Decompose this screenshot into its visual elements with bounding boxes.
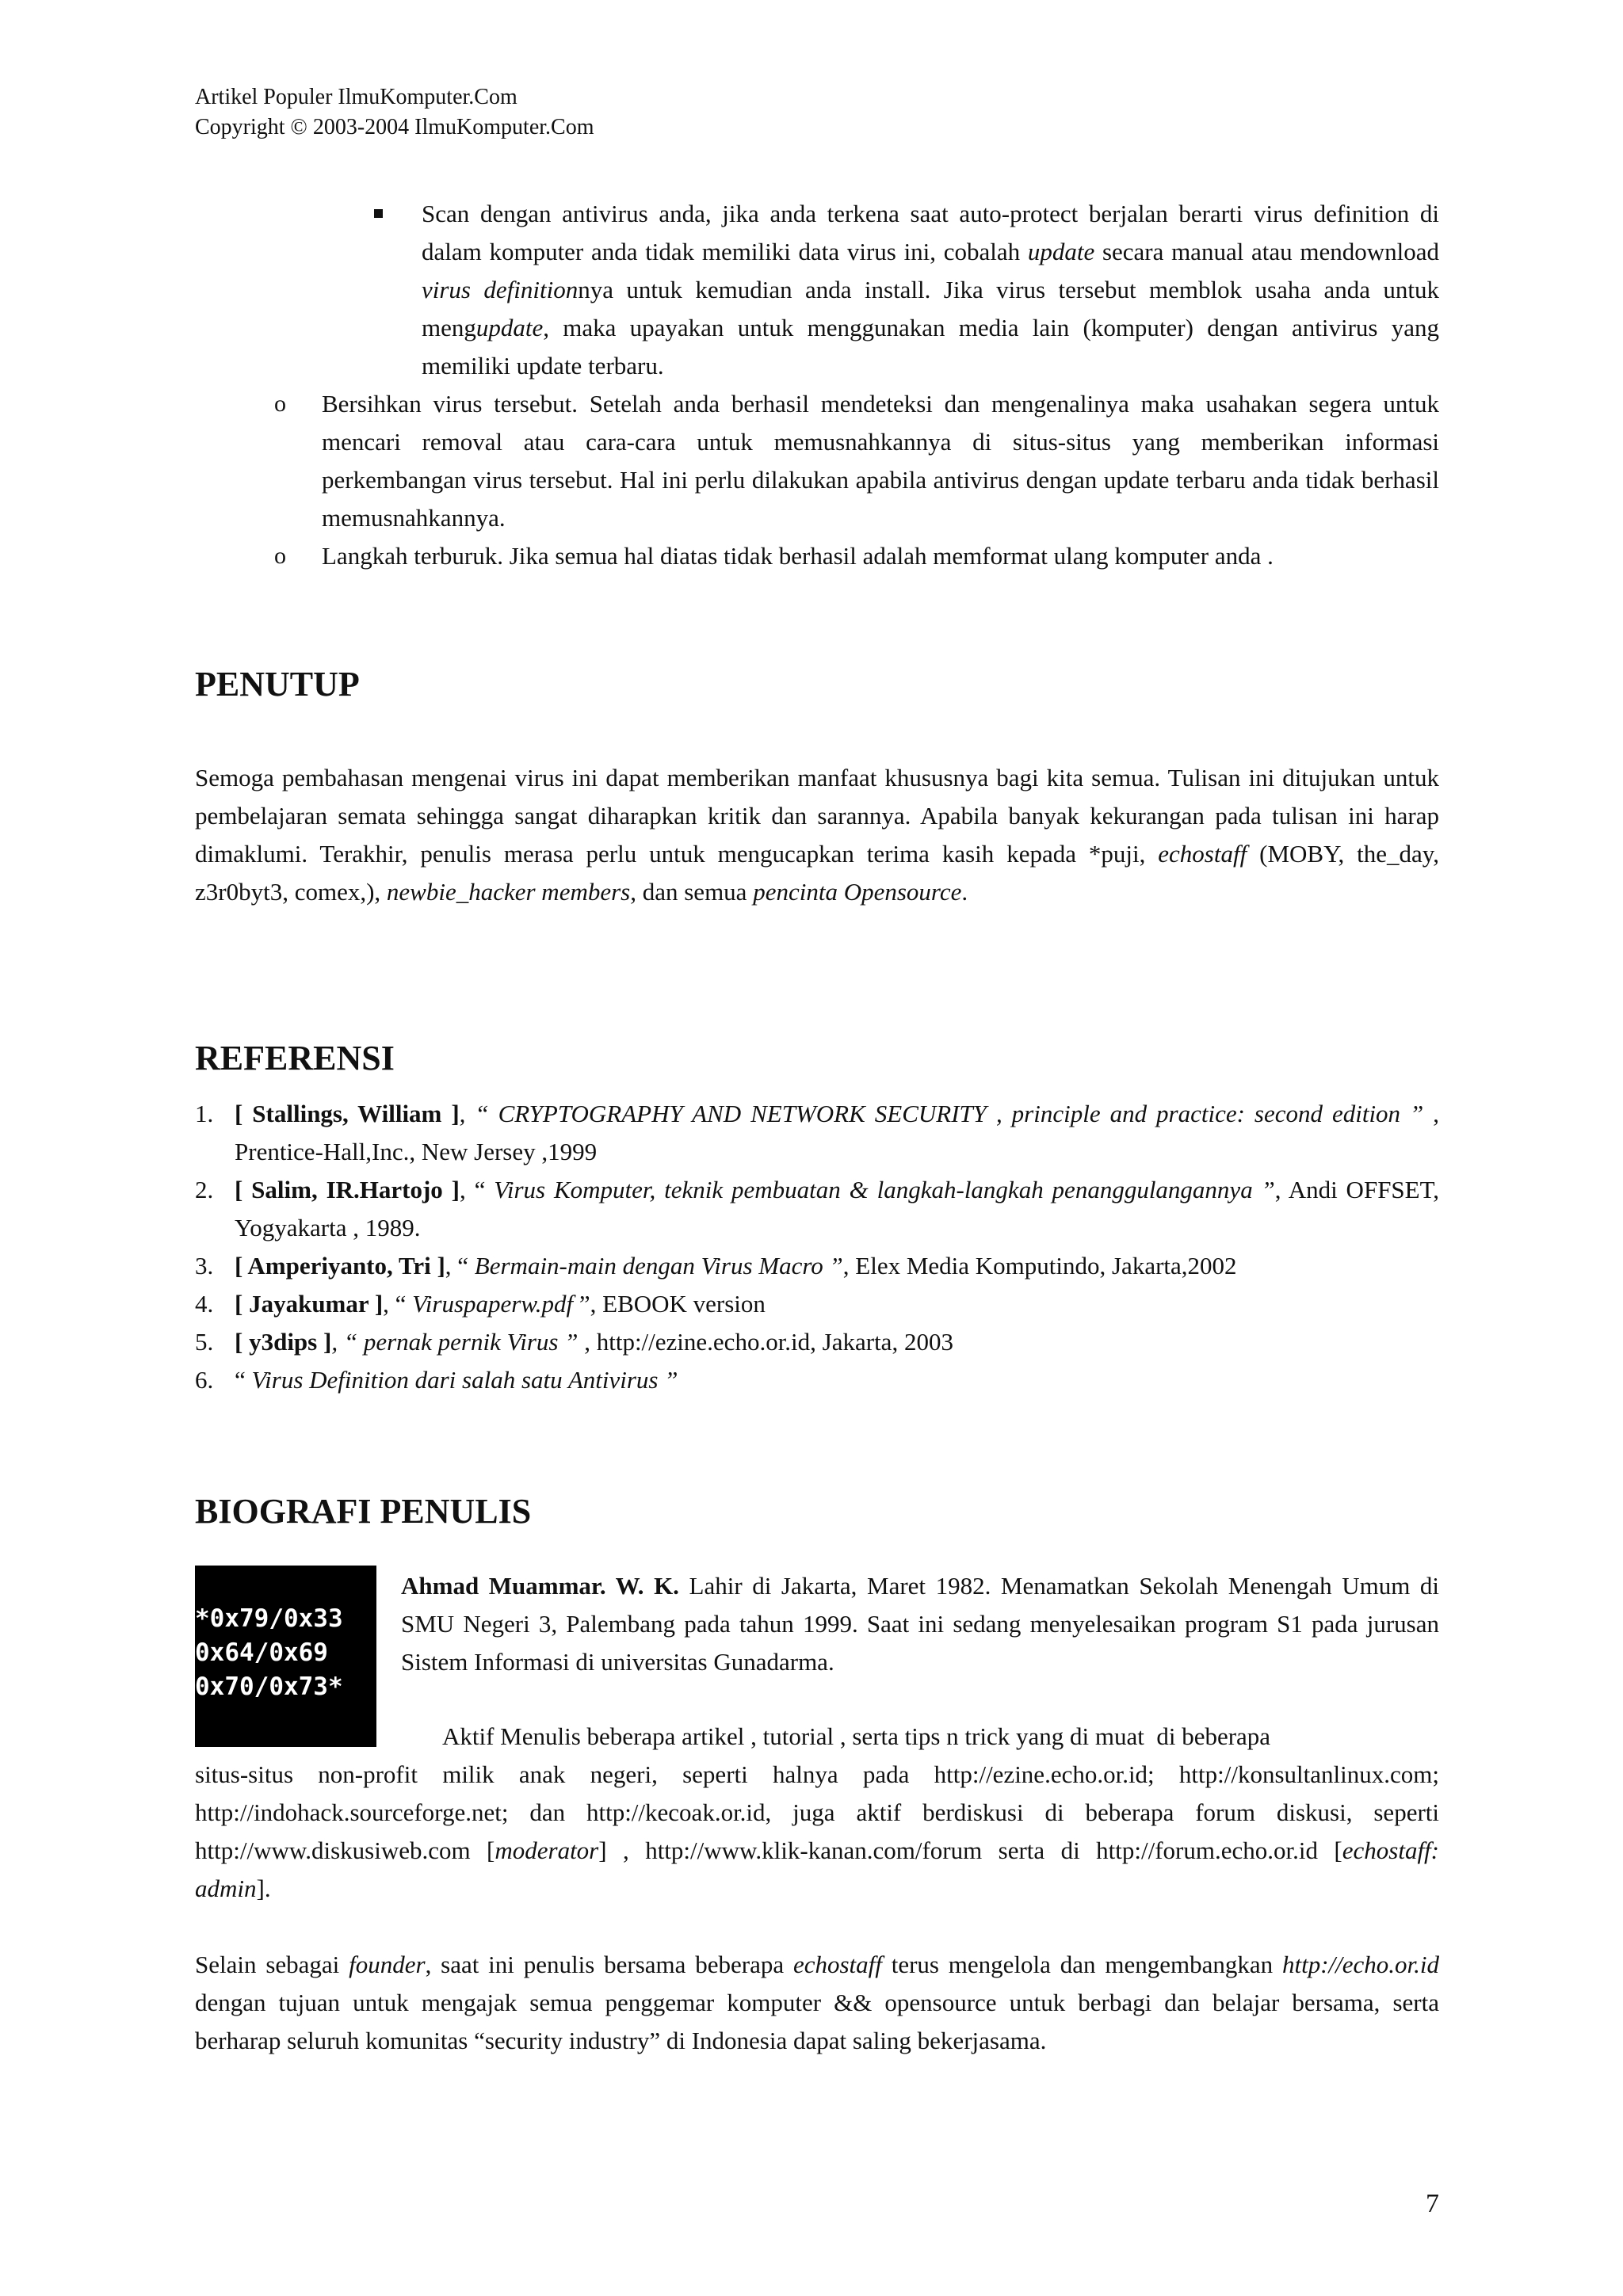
reference-number: 2. (195, 1176, 214, 1203)
reference-item: [ Amperiyanto, Tri ], “ Bermain-main dengan Virus Macro ”, Elex Media Komputindo, Jakarta,2002 (235, 1252, 1237, 1280)
reference-number: 3. (195, 1252, 214, 1280)
list-item-langkah-terburuk: Langkah terburuk. Jika semua hal diatas tidak berhasil adalah memformat ulang komputer anda . (322, 542, 1274, 570)
list-item-bersihkan: Bersihkan virus tersebut. Setelah anda berhasil mendeteksi dan mengenalinya maka usahakan segera untuk mencari removal atau cara-cara untuk memusnahkannya di situs-situs yang memberikan informasi perkembangan virus tersebut. Hal ini perlu dilakukan apabila antivirus dengan update terbaru anda tidak berhasil memusnahkannya. (322, 390, 1439, 532)
section-heading-penutup: PENUTUP (195, 665, 360, 704)
section-heading-referensi: REFERENSI (195, 1039, 395, 1077)
reference-item: “ Virus Definition dari salah satu Antivirus ” (235, 1366, 678, 1394)
reference-item: [ y3dips ], “ pernak pernik Virus ” , http://ezine.echo.or.id, Jakarta, 2003 (235, 1328, 953, 1356)
page-header (195, 82, 594, 143)
biography-intro: Ahmad Muammar. W. K. Lahir di Jakarta, Maret 1982. Menamatkan Sekolah Menengah Umum di SMU Negeri 3, Palembang pada tahun 1999. Saat ini sedang menyelesaikan program S1 pada jurusan Sistem Informasi di universitas Gunadarma. (401, 1572, 1439, 1676)
page-number: 7 (1426, 2189, 1439, 2218)
avatar-text-line: *0x79/0x33 (195, 1604, 343, 1633)
reference-item: [ Jayakumar ], “ Viruspaperw.pdf ”, EBOOK version (235, 1290, 766, 1318)
reference-number: 4. (195, 1290, 214, 1318)
biography-aktif-paragraph: situs-situs non-profit milik anak negeri, seperti halnya pada http://ezine.echo.or.id; http://konsultanlinux.com; http://indohack.sourceforge.net; dan http://kecoak.or.id, juga aktif berdiskusi di beberapa forum diskusi, seperti http://www.diskusiweb.com [moderator] , http://www.klik-kanan.com/forum serta di http://forum.echo.or.id [echostaff: admin]. (195, 1760, 1439, 1902)
reference-item: [ Stallings, William ], “ CRYPTOGRAPHY AND NETWORK SECURITY , principle and practice: second edition ” , Prentice-Hall,Inc., New Jersey ,1999 (235, 1100, 1440, 1165)
bullet-scan-antivirus: Scan dengan antivirus anda, jika anda terkena saat auto-protect berjalan berarti virus definition di dalam komputer anda tidak memiliki data virus ini, cobalah update secara manual atau mendownload virus definitionnya untuk kemudian anda install. Jika virus tersebut memblok usaha anda untuk mengupdate, maka upayakan untuk menggunakan media lain (komputer) dengan antivirus yang memiliki update terbaru. (422, 200, 1439, 379)
reference-number: 1. (195, 1100, 214, 1127)
header-copyright: Copyright © 2003-2004 IlmuKomputer.Com (195, 115, 594, 139)
header-title: Artikel Populer IlmuKomputer.Com (195, 85, 517, 109)
section-heading-biografi: BIOGRAFI PENULIS (195, 1492, 532, 1531)
list-marker: o (274, 543, 286, 569)
reference-number: 6. (195, 1366, 214, 1394)
biography-selain-paragraph: Selain sebagai founder, saat ini penulis bersama beberapa echostaff terus mengelola dan mengembangkan http://echo.or.id dengan tujuan untuk mengajak semua penggemar komputer && opensource untuk berbagi dan belajar bersama, serta berharap seluruh komunitas “security industry” di Indonesia dapat saling bekerjasama. (195, 1951, 1440, 2054)
reference-number: 5. (195, 1328, 214, 1356)
penutup-paragraph: Semoga pembahasan mengenai virus ini dapat memberikan manfaat khususnya bagi kita semua. Tulisan ini ditujukan untuk pembelajaran semata sehingga sangat diharapkan kritik dan sarannya. Apabila banyak kekurangan pada tulisan ini harap dimaklumi. Terakhir, penulis merasa perlu untuk mengucapkan terima kasih kepada *puji, echostaff (MOBY, the_day, z3r0byt3, comex,), newbie_hacker members, dan semua pencinta Opensource. (195, 764, 1439, 906)
reference-item: [ Salim, IR.Hartojo ], “ Virus Komputer, teknik pembuatan & langkah-langkah penanggulangannya ”, Andi OFFSET, Yogyakarta , 1989. (235, 1176, 1439, 1241)
avatar-text-line: 0x64/0x69 (195, 1638, 328, 1667)
biography-aktif-first-line: Aktif Menulis beberapa artikel , tutorial , serta tips n trick yang di muat di beberapa (442, 1722, 1271, 1750)
avatar-text-line: 0x70/0x73* (195, 1672, 343, 1701)
square-bullet-icon (374, 209, 383, 218)
author-avatar (195, 1566, 376, 1747)
list-marker: o (274, 391, 286, 417)
